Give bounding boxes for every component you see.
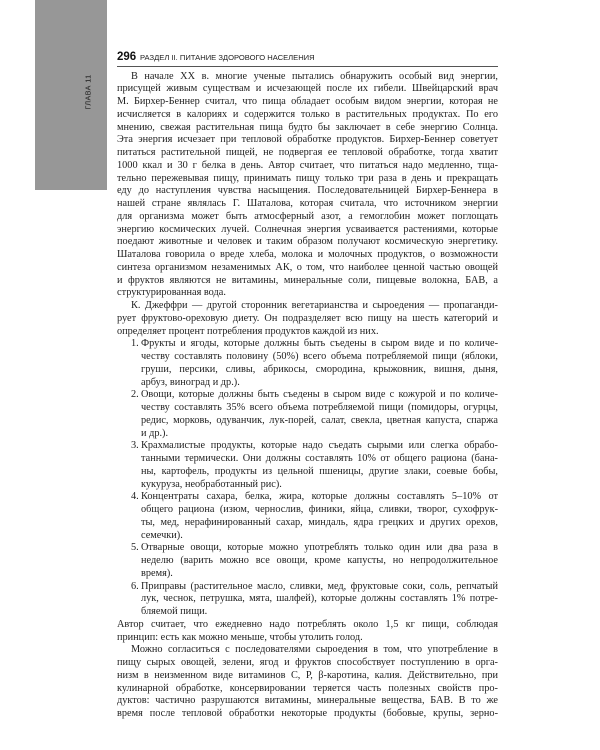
list-item-number: 4. <box>131 491 139 503</box>
text-line: для организма может быть атмосферный азот, а гемоглобин может поглощать <box>117 210 498 222</box>
text-line: честву составлять 35% всего объема потребляемой пищи (помидоры, огурцы, <box>141 402 498 413</box>
list-item-number: 3. <box>131 440 139 452</box>
text-line: Можно согласиться с последователями сыроедения в том, что употребление в <box>131 644 498 656</box>
text-line: В начале XX в. многие ученые пытались обнаружить особый вид энергии, <box>131 70 498 82</box>
text-line: время). <box>141 567 173 579</box>
text-line: структурированная вода. <box>117 287 226 299</box>
list-item <box>117 338 498 389</box>
text-line: питаться растительной пищей, не подвергая ее тепловой обработке, тогда хватит <box>117 147 498 158</box>
list-item-number: 6. <box>131 580 139 592</box>
text-line: кулинарной обработке, консервировании теряется часть полезных свойств про- <box>117 682 498 694</box>
list-item <box>117 491 498 542</box>
text-line: семечки). <box>141 529 183 541</box>
text-line: дуктов: частично разрушаются витамины, минеральные вещества, БАВ. В то же <box>117 695 498 707</box>
text-line: бляемой пищи. <box>141 606 208 617</box>
text-line: груши, персики, сливы, абрикосы, смородина, крыжовник, вишня, дыня, <box>141 363 498 375</box>
text-line: Фрукты и ягоды, которые должны быть съедены в сыром виде и по количе- <box>141 338 498 350</box>
paragraph <box>117 300 498 338</box>
running-header-section-title: РАЗДЕЛ II. ПИТАНИЕ ЗДОРОВОГО НАСЕЛЕНИЯ <box>140 52 315 62</box>
text-line: Овощи, которые должны быть съедены в сыром виде с кожурой и по количе- <box>141 389 498 401</box>
text-line: М. Бирхер-Беннер считал, что пища обладает особым видом энергии, которая не <box>117 96 498 107</box>
list-item <box>117 389 498 440</box>
text-line: лук, чеснок, петрушка, мята, шалфей), которые должны составлять 1% потре- <box>141 593 498 605</box>
text-line: неделю (варить можно все овощи, кроме капусты, но непродолжительное <box>141 555 498 566</box>
text-line: ны, картофель, продукты из цельной пшеницы, другие злаки, соевые бобы, <box>141 465 498 477</box>
text-line: поедают животные и человек и таким образом получают космическую энергетику. <box>117 236 498 248</box>
text-line: Отварные овощи, которые можно употреблять только один или два раза в <box>141 542 498 554</box>
text-line: честву составлять половину (50%) всего объема потребляемой пищи (яблоки, <box>141 351 498 362</box>
text-line: кукуруза, необработанный рис). <box>141 478 282 490</box>
text-line: 1000 ккал и 30 г белка в день. Автор считает, что питаться надо медленно, тща- <box>117 159 498 171</box>
numbered-list <box>117 338 498 619</box>
text-line: рует фруктово-ореховую диету. Он подразделяет всю пищу на шесть категорий и <box>117 312 498 324</box>
text-line: К. Джеффри — другой сторонник вегетарианства и сыроедения — пропаганди- <box>131 300 498 311</box>
text-line: общего рациона (изюм, чернослив, финики, яйца, сливки, творог, сухофрук- <box>141 504 498 515</box>
text-line: принцип: есть как можно меньше, чтобы утолить голод. <box>117 631 363 643</box>
header-rule <box>117 66 498 67</box>
text-line: нашей стране являлась Г. Шаталова, которая считала, что источником энергии <box>117 198 498 209</box>
paragraph <box>117 644 498 721</box>
text-line: определяет процент потребления продуктов каждой из них. <box>117 325 379 337</box>
list-item <box>117 581 498 619</box>
chapter-tab-label: ГЛАВА 11 <box>83 74 93 110</box>
text-line: энергию космических лучей. Солнечная энергия усваивается растениями, которые <box>117 223 498 235</box>
text-line: и др.). <box>141 427 169 439</box>
list-item-number: 5. <box>131 542 139 554</box>
text-line: низм в неизменном виде витаминов С, Р, β-каротина, калия. Действительно, при <box>117 669 498 681</box>
list-item <box>117 542 498 580</box>
text-line: исчисляется в калориях и содержится только в растительных продуктах. По его <box>117 108 498 120</box>
body-text <box>117 71 498 721</box>
list-item-number: 2. <box>131 389 139 401</box>
chapter-tab <box>35 0 107 190</box>
list-item-number: 1. <box>131 338 139 350</box>
paragraph <box>117 619 498 645</box>
text-line: пищу сырых овощей, зелени, ягод и фруктов способствует поступлению в орга- <box>117 657 498 668</box>
text-line: ты, мед, нерафинированный сахар, миндаль, ядра грецких и других орехов, <box>141 516 498 528</box>
text-line: редис, морковь, одуванчик, лук-порей, салат, свекла, цветная капуста, спаржа <box>141 414 498 426</box>
text-line: тельно пережевывая пищу, принимать пищу только три раза в день и прекращать <box>117 172 498 184</box>
text-line: арбуз, виноград и др.). <box>141 376 240 388</box>
text-line: и фруктов являются не витамины, минеральные соли, пищевые волокна, БАВ, а <box>117 274 498 286</box>
text-line: танными термически. Они должны составлять 10% от общего рациона (бана- <box>141 453 498 464</box>
text-line: Приправы (растительное масло, сливки, мед, фруктовые соки, соль, репчатый <box>141 580 498 592</box>
text-line: Автор считает, что ежедневно надо потреблять около 1,5 кг пищи, соблюдая <box>117 618 498 630</box>
text-line: Шаталова говорила о вреде хлеба, молока и молочных продуктов, о возможности <box>117 249 498 260</box>
text-line: Концентраты сахара, белка, жира, которые должны составлять 5–10% от <box>141 491 498 503</box>
text-line: синтеза организмом незаменимых АК, о том, что наиболее ценной частью овощей <box>117 261 498 273</box>
text-line: присущей живым существам и исчезающей после их гибели. Швейцарский врач <box>117 83 498 95</box>
text-line: еду до наступления чувства насыщения. Последовательницей Бирхер-Беннера в <box>117 185 498 197</box>
paragraph <box>117 71 498 301</box>
text-line: Эта энергия исчезает при тепловой обработке продуктов. Бирхер-Беннер советует <box>117 134 498 146</box>
list-item <box>117 440 498 491</box>
text-line: время после тепловой обработки некоторые продукты (бобовые, крупы, зерно- <box>117 708 498 719</box>
text-line: мнению, свежая растительная пища будто бы заключает в себе энергию Солнца. <box>117 121 498 133</box>
text-line: Крахмалистые продукты, которые надо съедать сырыми или слегка обрабо- <box>141 440 498 452</box>
page-number: 296 <box>117 51 137 63</box>
